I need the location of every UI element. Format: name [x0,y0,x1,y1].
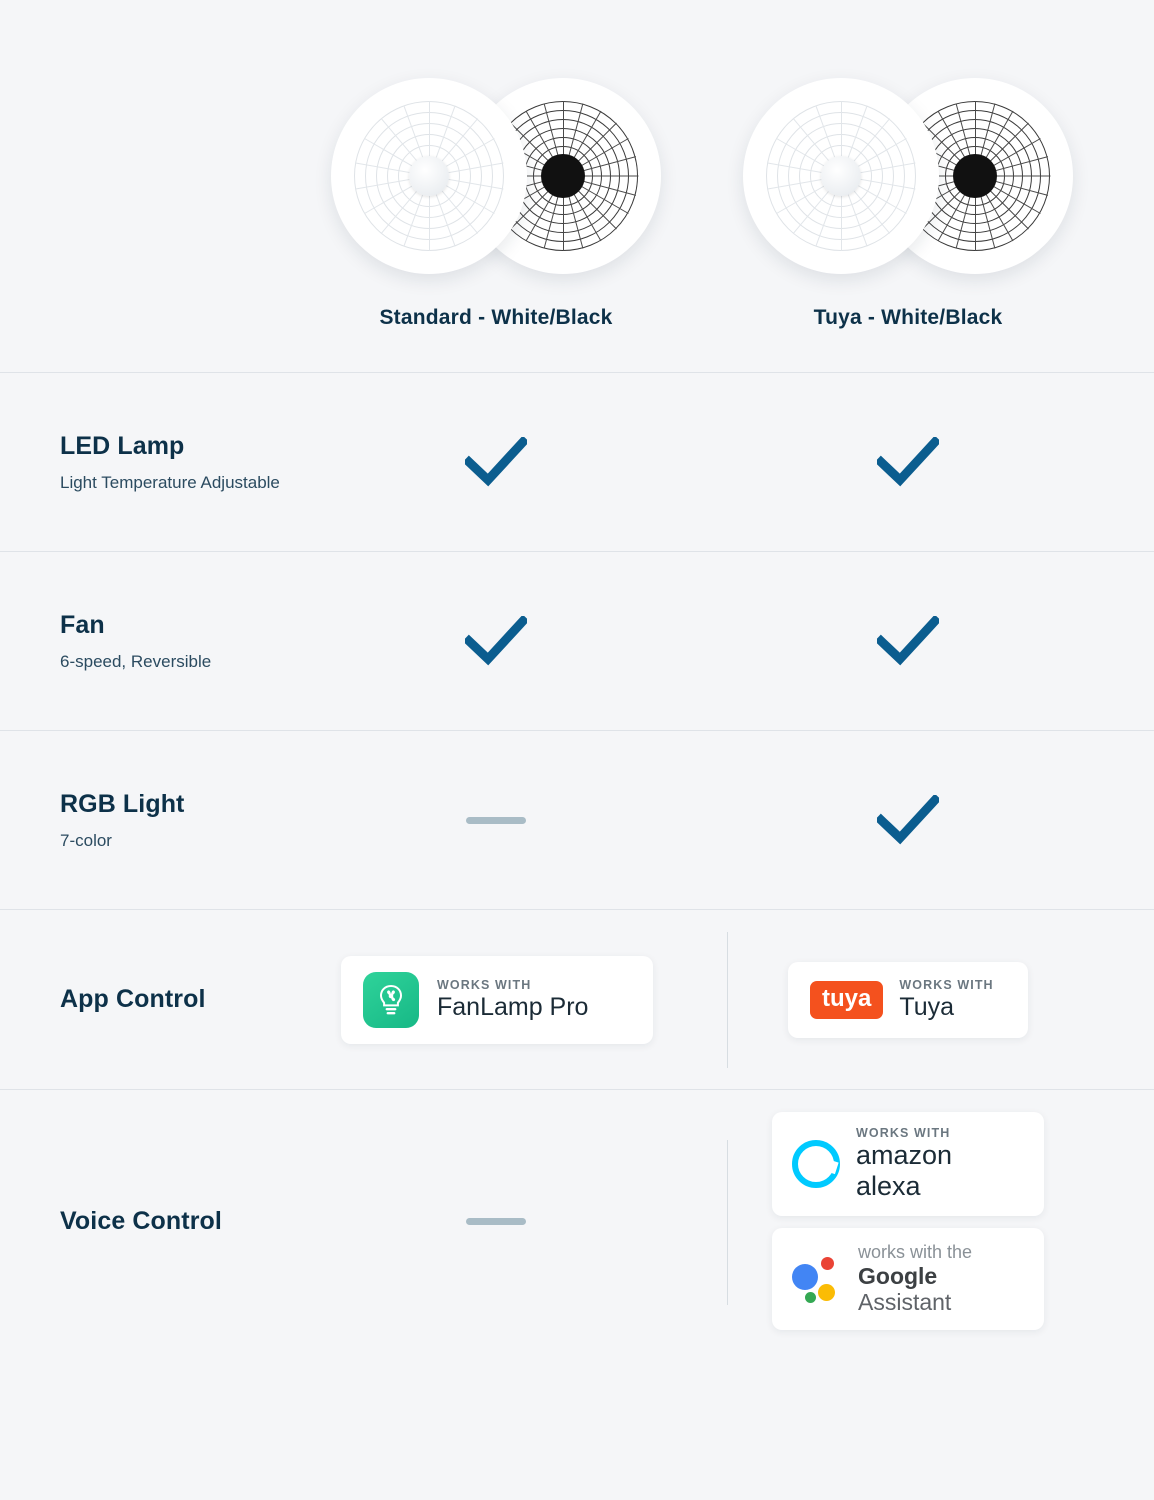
fan-hub-light [821,156,861,196]
product-image-standard [331,70,661,280]
column-tuya [702,70,1114,330]
cell-standard-fan [290,616,702,666]
table-row [0,551,1154,730]
badge-texts [858,1242,1024,1316]
dash-icon [466,1218,526,1225]
badge-amazon-alexa [772,1112,1044,1216]
row-title: RGB Light [60,789,185,818]
badge-works-with: WORKS WITH [437,977,532,992]
row-label-led-lamp [0,432,290,493]
product-image-tuya [743,70,1073,280]
badge-google-assistant [772,1228,1044,1330]
row-subtitle: Light Temperature Adjustable [60,472,280,492]
row-title: LED Lamp [60,431,185,460]
fan-hub-dark [953,154,997,198]
badge-name [858,1263,1024,1316]
fan-hub-dark [541,154,585,198]
table-row [0,1089,1154,1352]
cell-tuya-rgb-light [702,795,1114,845]
check-icon [877,437,939,487]
feature-rows [0,372,1154,1352]
badge-name-light: Assistant [858,1289,952,1316]
badge-texts [856,1126,1024,1202]
badge-name: amazon alexa [856,1140,953,1202]
tuya-logo: tuya [810,981,883,1019]
cell-standard-rgb-light [290,817,702,824]
badge-name: Tuya [899,992,955,1021]
column-divider [727,932,728,1068]
table-row [0,730,1154,909]
row-label-app-control [0,985,290,1014]
check-icon [877,616,939,666]
badge-texts [437,978,588,1022]
fan-grille-light-icon [766,101,916,251]
row-label-fan [0,611,290,672]
column-header-tuya: Tuya - White/Black [813,306,1003,329]
row-subtitle: 6-speed, Reversible [60,651,212,671]
alexa-icon [792,1140,840,1188]
badge-works-with: works with the [858,1242,973,1263]
cell-tuya-led-lamp [702,437,1114,487]
fan-white-standard [331,78,527,274]
cell-standard-app-control [290,956,702,1044]
cell-tuya-fan [702,616,1114,666]
google-assistant-icon [792,1254,842,1304]
cell-standard-voice-control [290,1218,702,1225]
badge-name: FanLamp Pro [437,992,589,1021]
badge-tuya [788,962,1028,1038]
row-subtitle: 7-color [60,830,112,850]
table-row [0,372,1154,551]
column-divider [727,1140,728,1305]
row-label-voice-control [0,1207,290,1236]
header-spacer [0,70,290,330]
fan-white-tuya [743,78,939,274]
row-title: App Control [60,985,206,1013]
row-title: Voice Control [60,1206,222,1235]
badge-works-with: WORKS WITH [856,1126,951,1141]
dash-icon [466,817,526,824]
column-header-standard: Standard - White/Black [379,306,613,329]
check-icon [465,437,527,487]
table-row [0,909,1154,1089]
cell-standard-led-lamp [290,437,702,487]
cell-tuya-voice-control [702,1112,1114,1330]
badge-fanlamp-pro [341,956,653,1044]
check-icon [465,616,527,666]
row-title: Fan [60,610,105,639]
row-label-rgb-light [0,790,290,851]
badge-name-bold: Google [858,1262,938,1289]
fan-grille-light-icon [354,101,504,251]
bulb-fan-icon [374,983,408,1017]
fan-hub-light [409,156,449,196]
badge-texts [899,978,993,1022]
product-header [0,0,1154,330]
badge-works-with: WORKS WITH [899,977,994,992]
check-icon [877,795,939,845]
column-standard [290,70,702,330]
fanlamp-app-icon [363,972,419,1028]
cell-tuya-app-control [702,962,1114,1038]
